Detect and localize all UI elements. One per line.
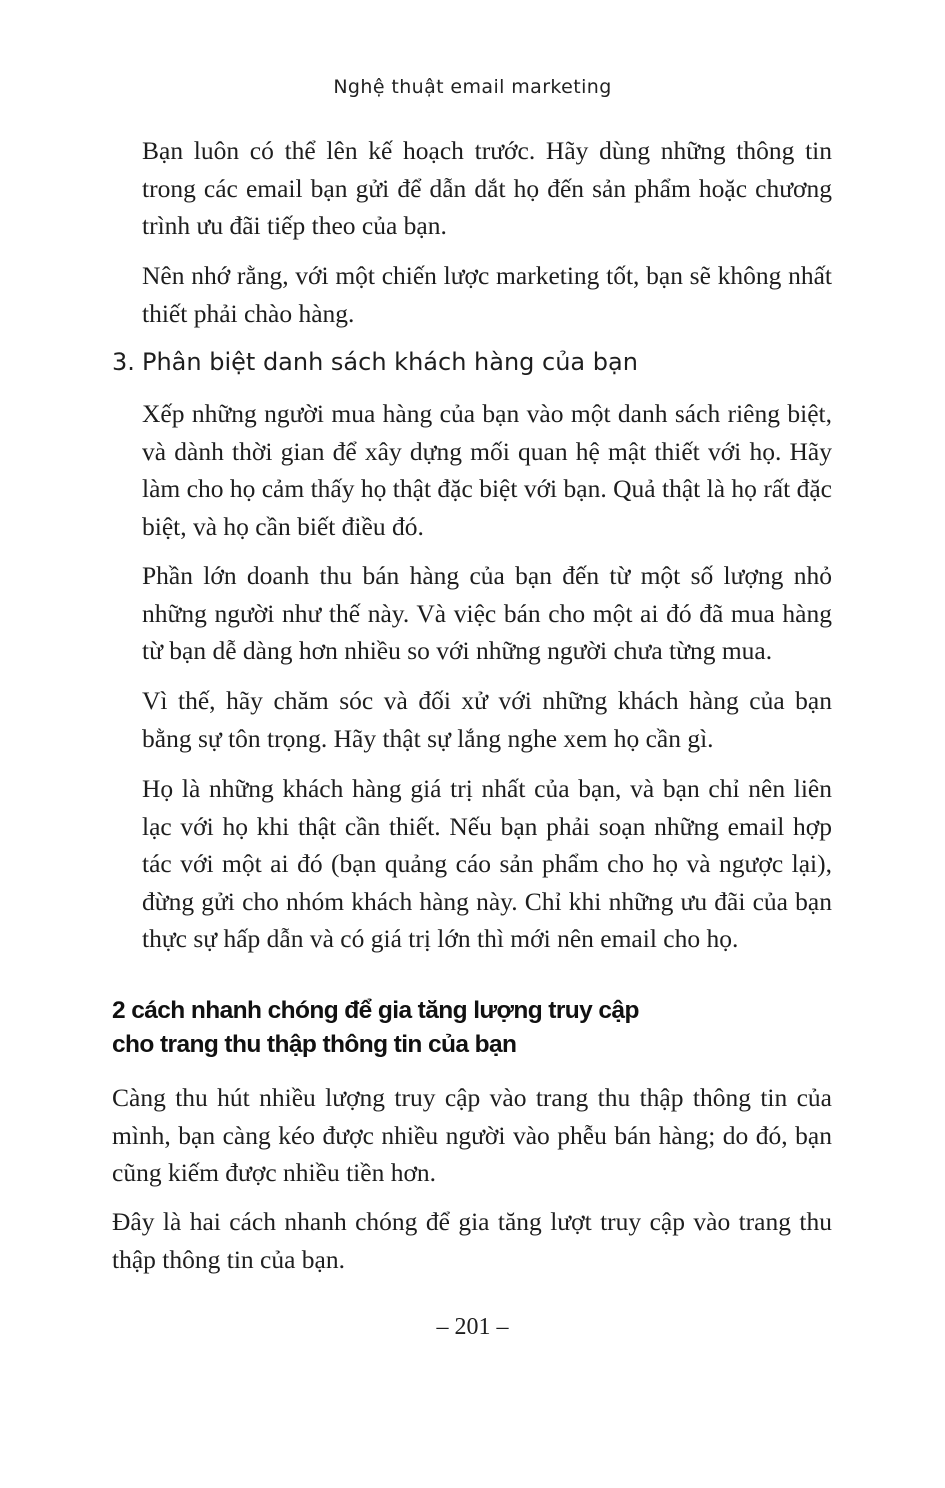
list-item-title: Phân biệt danh sách khách hàng của bạn bbox=[142, 348, 638, 376]
page-number: – 201 – bbox=[436, 1314, 509, 1340]
paragraph-revenue-source: Phần lớn doanh thu bán hàng của bạn đến từ một số lượng nhỏ những người như thế này. Và việc bán cho một ai đó đã mua hàng từ bạn dễ dàng hơn nhiều so với những người chưa từng mua. bbox=[142, 561, 832, 665]
paragraph-respect-customers: Vì thế, hãy chăm sóc và đối xử với những khách hàng của bạn bằng sự tôn trọng. Hãy thật sự lắng nghe xem họ cần gì. bbox=[142, 686, 832, 753]
running-header: Nghệ thuật email marketing bbox=[333, 76, 612, 98]
paragraph-separate-list: Xếp những người mua hàng của bạn vào một danh sách riêng biệt, và dành thời gian để xây dựng mối quan hệ mật thiết với họ. Hãy làm cho họ cảm thấy họ thật đặc biệt với bạn. Quả thật là họ rất đặc biệt, và họ cần biết điều đó. bbox=[142, 399, 832, 541]
paragraph-plan-ahead: Bạn luôn có thể lên kế hoạch trước. Hãy dùng những thông tin trong các email bạn gửi để dẫn dắt họ đến sản phẩm hoặc chương trình ưu đãi tiếp theo của bạn. bbox=[142, 136, 832, 240]
paragraph-contact-rarely: Họ là những khách hàng giá trị nhất của bạn, và bạn chỉ nên liên lạc với họ khi thật cần thiết. Nếu bạn phải soạn những email hợp tác với một ai đó (bạn quảng cáo sản phẩm cho họ và ngược lại), đừng gửi cho nhóm khách hàng này. Chỉ khi những ưu đãi của bạn thực sự hấp dẫn và có giá trị lớn thì mới nên email cho họ. bbox=[142, 774, 832, 953]
paragraph-no-hard-sell: Nên nhớ rằng, với một chiến lược marketing tốt, bạn sẽ không nhất thiết phải chào hàng. bbox=[142, 261, 832, 328]
list-item-number: 3. bbox=[112, 348, 135, 376]
paragraph-more-traffic: Càng thu hút nhiều lượng truy cập vào trang thu thập thông tin của mình, bạn càng kéo được nhiều người vào phễu bán hàng; do đó, bạn cũng kiếm được nhiều tiền hơn. bbox=[112, 1083, 832, 1187]
section-heading-line-2: cho trang thu thập thông tin của bạn bbox=[112, 1031, 517, 1058]
paragraph-two-ways: Đây là hai cách nhanh chóng để gia tăng lượt truy cập vào trang thu thập thông tin của bạn. bbox=[112, 1207, 832, 1274]
list-item-heading bbox=[112, 343, 832, 381]
section-heading-line-1: 2 cách nhanh chóng để gia tăng lượng truy cập bbox=[112, 997, 639, 1024]
section-heading bbox=[112, 994, 832, 1062]
